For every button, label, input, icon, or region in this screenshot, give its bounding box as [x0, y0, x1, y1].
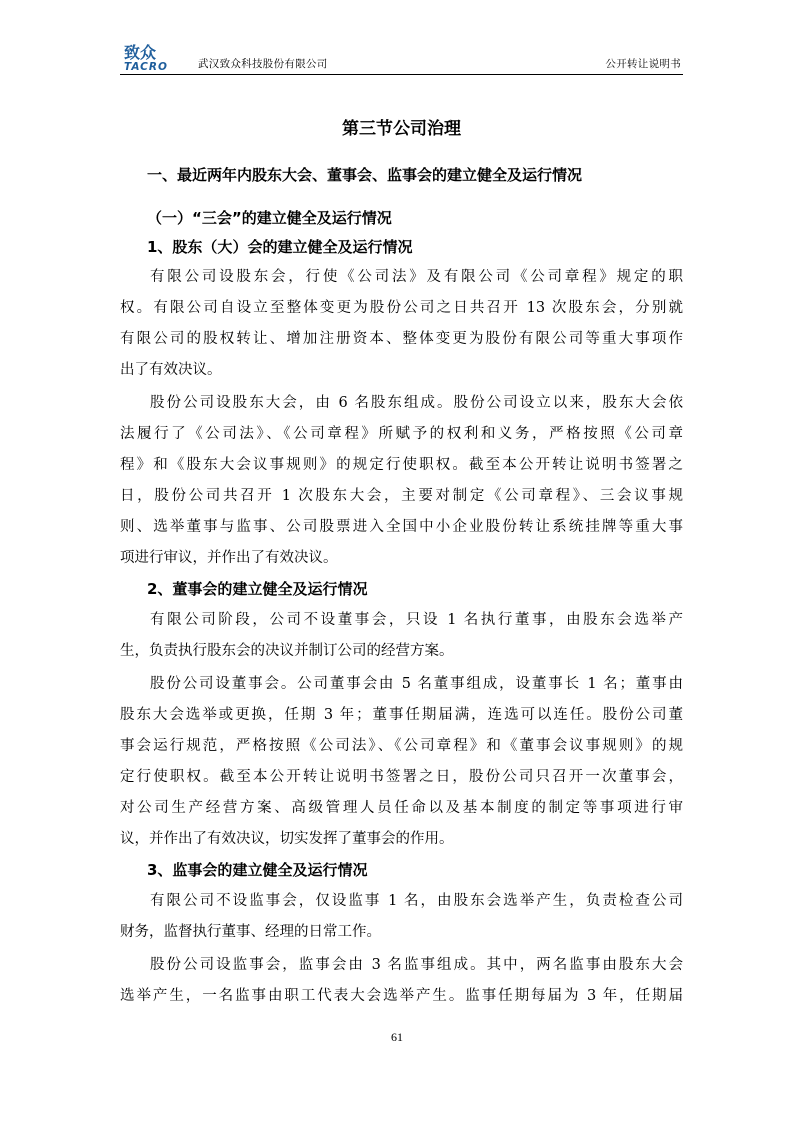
section-title: 第三节公司治理: [342, 119, 461, 139]
paragraph-line: 生，负责执行股东会的决议并制订公司的经营方案。: [120, 643, 454, 659]
logo-wordmark: TACRO: [124, 61, 168, 72]
paragraph-line: 日，股份公司共召开 1 次股东大会，主要对制定《公司章程》、三会议事规: [120, 488, 683, 504]
paragraph-line: 股份公司设股东大会，由 6 名股东组成。股份公司设立以来，股东大会依: [150, 395, 683, 411]
paragraph-line: 有限公司的股权转让、增加注册资本、整体变更为股份有限公司等重大事项作: [120, 331, 683, 347]
paragraph-line: 有限公司设股东会，行使《公司法》及有限公司《公司章程》规定的职: [150, 269, 683, 285]
heading-supervisory-board: 3、监事会的建立健全及运行情况: [147, 861, 368, 879]
company-logo: [123, 42, 189, 72]
paragraph-line: 财务，监督执行董事、经理的日常工作。: [120, 924, 381, 940]
paragraph-line: 权。有限公司自设立至整体变更为股份公司之日共召开 13 次股东会，分别就: [120, 300, 683, 316]
document-name: 公开转让说明书: [605, 58, 681, 70]
paragraph-line: 股份公司设监事会，监事会由 3 名监事组成。其中，两名监事由股东大会: [150, 957, 683, 973]
paragraph-line: 有限公司不设监事会，仅设监事 1 名，由股东会选举产生，负责检查公司: [150, 893, 683, 909]
heading-board-of-directors: 2、董事会的建立健全及运行情况: [147, 580, 368, 598]
paragraph-line: 项进行审议，并作出了有效决议。: [120, 550, 338, 566]
paragraph-line: 则、选举董事与监事、公司股票进入全国中小企业股份转让系统挂牌等重大事: [120, 519, 683, 535]
paragraph-line: 法履行了《公司法》、《公司章程》所赋予的权利和义务，严格按照《公司章: [120, 426, 683, 442]
heading-level-1: 一、最近两年内股东大会、董事会、监事会的建立健全及运行情况: [147, 166, 583, 184]
paragraph-line: 出了有效决议。: [120, 362, 222, 378]
heading-level-2: （一）“三会”的建立健全及运行情况: [147, 209, 392, 227]
paragraph-line: 定行使职权。截至本公开转让说明书签署之日，股份公司只召开一次董事会，: [120, 769, 683, 785]
page-header: [120, 40, 683, 75]
paragraph-line: 对公司生产经营方案、高级管理人员任命以及基本制度的制定等事项进行审: [120, 800, 683, 816]
page-number: 61: [391, 1030, 403, 1044]
paragraph-line: 股东大会选举或更换，任期 3 年；董事任期届满，连选可以连任。股份公司董: [120, 707, 683, 723]
logo-glyphs: 致众: [124, 43, 157, 62]
company-name: 武汉致众科技股份有限公司: [198, 58, 328, 70]
paragraph-line: 议，并作出了有效决议，切实发挥了董事会的作用。: [120, 831, 454, 847]
heading-shareholders-meeting: 1、股东（大）会的建立健全及运行情况: [147, 238, 413, 256]
paragraph-line: 选举产生，一名监事由职工代表大会选举产生。监事任期每届为 3 年，任期届: [120, 988, 683, 1004]
paragraph-line: 股份公司设董事会。公司董事会由 5 名董事组成，设董事长 1 名；董事由: [150, 676, 683, 692]
paragraph-line: 有限公司阶段，公司不设董事会，只设 1 名执行董事，由股东会选举产: [150, 612, 683, 628]
paragraph-line: 程》和《股东大会议事规则》的规定行使职权。截至本公开转让说明书签署之: [120, 457, 683, 473]
paragraph-line: 事会运行规范，严格按照《公司法》、《公司章程》和《董事会议事规则》的规: [120, 738, 683, 754]
